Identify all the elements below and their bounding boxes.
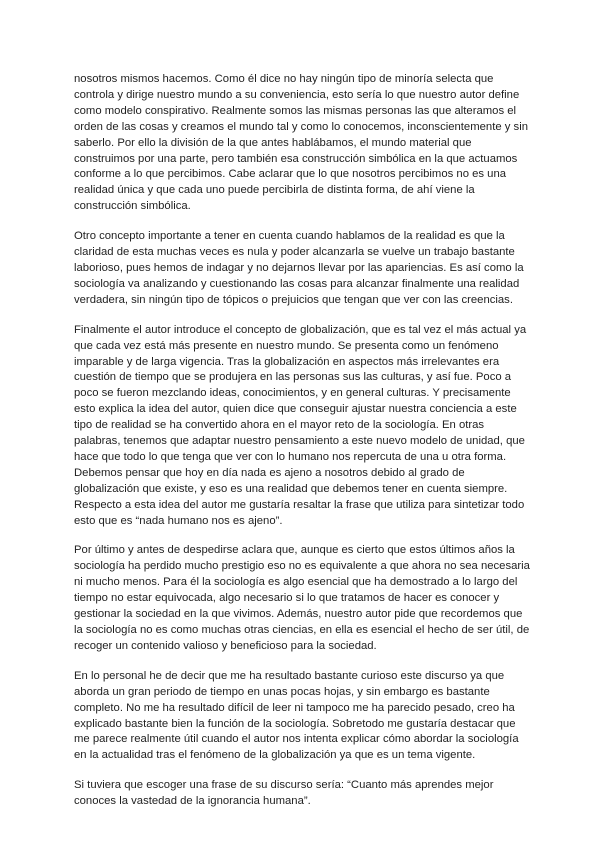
document-body (74, 72, 530, 824)
paragraph-favorite-quote: Si tuviera que escoger una frase de su discurso sería: “Cuanto más aprendes mejor conoces la vastedad de la ignorancia humana”. (74, 779, 494, 808)
paragraph-personal-opinion: En lo personal he de decir que me ha resultado bastante curioso este discurso ya que aborda un gran periodo de tiempo en unas pocas hojas, y sin embargo es bastante completo. No me ha resultado difícil de leer ni tampoco me ha parecido pesado, creo ha explicado bastante bien la función de la sociología. Sobretodo me gustaría destacar que me parece realmente útil cuando el autor nos intenta explicar cómo abordar la sociología en la actualidad tras el fenómeno de la globalización ya que es un tema vigente. (74, 669, 519, 762)
paragraph-reality-clarity: Otro concepto importante a tener en cuenta cuando hablamos de la realidad es que la claridad de esta muchas veces es nula y poder alcanzarla se vuelve un trabajo bastante laborioso, pues hemos de indagar y no dejarnos llevar por las apariencias. Es así como la sociología va analizando y cuestionando las cosas para alcanzar finalmente una realidad verdadera, sin ningún tipo de tópicos o prejuicios que tengan que ver con las creencias. (74, 230, 524, 306)
paragraph-conspiracy-model: nosotros mismos hacemos. Como él dice no hay ningún tipo de minoría selecta que controla y dirige nuestro mundo a su conveniencia, esto sería lo que nuestro autor define como modelo conspirativo. Realmente somos las mismas personas las que alteramos el orden de las cosas y creamos el mundo tal y como lo conocemos, inconscientemente y sin saberlo. Por ello la división de la que antes hablábamos, el mundo material que construimos por una parte, pero también esa construcción simbólica en la que actuamos conforme a lo que percibimos. Cabe aclarar que lo que nosotros percibimos no es una realidad única y que cada uno puede percibirla de distinta forma, de ahí viene la construcción simbólica. (74, 73, 528, 213)
paragraph-globalization: Finalmente el autor introduce el concepto de globalización, que es tal vez el más actual ya que cada vez está más presente en nuestro mundo. Se presenta como un fenómeno imparable y de larga vigencia. Tras la globalización en aspectos más irrelevantes era cuestión de tiempo que se produjera en las personas sus las culturas, y así fue. Poco a poco se fueron mezclando ideas, conocimientos, y en general culturas. Y precisamente esto explica la idea del autor, quien dice que conseguir ajustar nuestra conciencia a este tipo de realidad se ha convertido ahora en el mayor reto de la sociología. En otras palabras, tenemos que adaptar nuestro pensamiento a este nuevo modelo de unidad, que hace que todo lo que tenga que ver con lo humano nos repercuta de una u otra forma. Debemos pensar que hoy en día nada es ajeno a nosotros debido al grado de globalización que existe, y eso es una realidad que debemos tener en cuenta siempre. Respecto a esta idea del autor me gustaría resaltar la frase que utiliza para sintetizar todo esto que es “nada humano nos es ajeno”. (74, 323, 527, 527)
paragraph-sociology-prestige: Por último y antes de despedirse aclara que, aunque es cierto que estos últimos años la sociología ha perdido mucho prestigio eso no es equivalente a que ahora no sea necesaria ni mucho menos. Para él la sociología es algo esencial que ha demostrado a lo largo del tiempo no estar equivocada, algo necesario si lo que tratamos de hacer es conocer y gestionar la sociedad en la que vivimos. Además, nuestro autor pide que recordemos que la sociología no es como muchas otras ciencias, en ella es esencial el hecho de ser útil, de recoger un contenido valioso y beneficioso para la sociedad. (74, 544, 530, 652)
